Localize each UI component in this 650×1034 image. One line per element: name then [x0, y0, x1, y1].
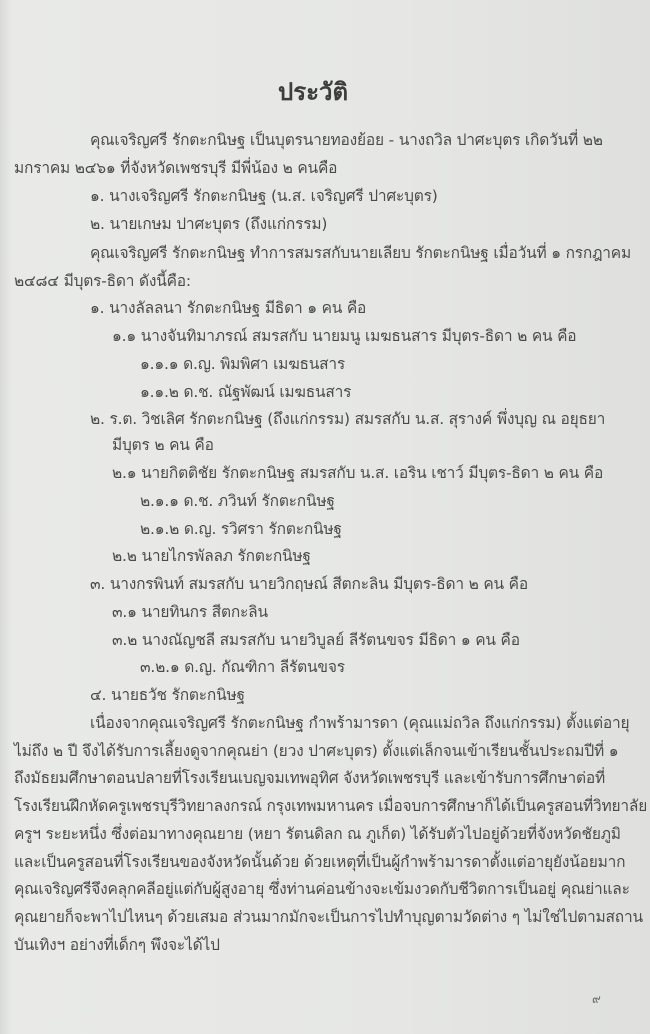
text-line: ถึงมัธยมศึกษาตอนปลายที่โรงเรียนเบญจมเทพอุทิศ จังหวัดเพชรบุรี และเข้ารับการศึกษาต่อที่: [14, 769, 605, 788]
text-line: ครูฯ ระยะหนึ่ง ซึ่งต่อมาทางคุณยาย (หยา รัตนดิลก ณ ภูเก็ต) ได้รับตัวไปอยู่ด้วยที่จังหวัดชัยภูมิ: [14, 824, 621, 843]
text-line: ไม่ถึง ๒ ปี จึงได้รับการเลี้ยงดูจากคุณย่า (ยวง ปาศะบุตร) ตั้งแต่เล็กจนเข้าเรียนชั้นประถมปีที่ ๑: [14, 741, 619, 760]
text-line: โรงเรียนฝึกหัดครูเพชรบุรีวิทยาลงกรณ์ กรุงเทพมหานคร เมื่อจบการศึกษาก็ได้เป็นครูสอนที่วิทยาลัย: [14, 797, 648, 816]
text-line: ๑.๑.๑ ด.ญ. พิมพิศา เมฆธนสาร: [140, 354, 346, 373]
text-line: มกราคม ๒๔๖๑ ที่จังหวัดเพชรบุรี มีพี่น้อง ๒ คนคือ: [14, 158, 338, 177]
text-line: และเป็นครูสอนที่โรงเรียนของจังหวัดนั้นด้วย ด้วยเหตุที่เป็นผู้กำพร้ามารดาตั้งแต่อายุยังน้อยมาก: [14, 852, 626, 871]
text-line: เนื่องจากคุณเจริญศรี รักตะกนิษฐ กำพร้ามารดา (คุณแม่ถวิล ถึงแก่กรรม) ตั้งแต่อายุ: [90, 713, 630, 732]
text-line: ๔. นายธวัช รักตะกนิษฐ: [90, 686, 245, 705]
text-line: ๓.๒ นางณัญชลี สมรสกับ นายวิบูลย์ ลีรัตนขจร มีธิดา ๑ คน คือ: [112, 630, 520, 649]
text-line: ๓.๒.๑ ด.ญ. กัณฑิกา ลีรัตนขจร: [140, 658, 345, 677]
text-line: คุณเจริญศรีจึงคลุกคลีอยู่แต่กับผู้สูงอายุ ซึ่งท่านค่อนข้างจะเข้มงวดกับชีวิตการเป็นอยู่ คุณย่าและ: [14, 880, 630, 899]
page-title: ประวัติ: [277, 78, 349, 106]
text-line: คุณเจริญศรี รักตะกนิษฐ ทำการสมรสกับนายเลียบ รักตะกนิษฐ เมื่อวันที่ ๑ กรกฎาคม: [90, 243, 631, 262]
text-line: ๒๔๘๔ มีบุตร-ธิดา ดังนี้คือ:: [14, 271, 191, 290]
text-line: ๒. ร.ต. วิชเลิศ รักตะกนิษฐ (ถึงแก่กรรม) สมรสกับ น.ส. สุรางค์ พึ่งบุญ ณ อยุธยา: [90, 409, 606, 428]
text-line: มีบุตร ๒ คน คือ: [112, 436, 214, 455]
text-line: ๒.๑.๒ ด.ญ. รวิศรา รักตะกนิษฐ: [140, 519, 342, 538]
text-line: คุณยายก็จะพาไปไหนๆ ด้วยเสมอ ส่วนมากมักจะเป็นการไปทำบุญตามวัดต่าง ๆ ไม่ใช่ไปตามสถาน: [14, 908, 643, 927]
page-number: ๙: [592, 992, 601, 1006]
text-line: ๒.๑ นายกิตติชัย รักตะกนิษฐ สมรสกับ น.ส. เอริน เชาว์ มีบุตร-ธิดา ๒ คน คือ: [112, 464, 604, 483]
text-line: คุณเจริญศรี รักตะกนิษฐ เป็นบุตรนายทองย้อย - นางถวิล ปาศะบุตร เกิดวันที่ ๒๒: [90, 131, 603, 149]
text-line: ๒.๑.๑ ด.ช. ภวินท์ รักตะกนิษฐ: [140, 491, 335, 510]
text-line: ๒.๒ นายไกรพัลลภ รักตะกนิษฐ: [112, 547, 311, 566]
text-line: ๑.๑ นางจันทิมาภรณ์ สมรสกับ นายมนู เมฆธนสาร มีบุตร-ธิดา ๒ คน คือ: [112, 327, 577, 346]
text-line: ๓.๑ นายทินกร สีตกะลิน: [112, 602, 268, 621]
text-line: ๑. นางเจริญศรี รักตะกนิษฐ (น.ส. เจริญศรี ปาศะบุตร): [90, 186, 438, 205]
text-line: ๑.๑.๒ ด.ช. ณัฐพัฒน์ เมฆธนสาร: [140, 382, 352, 401]
text-line: บันเทิงฯ อย่างที่เด็กๆ พึงจะได้ไป: [14, 936, 220, 954]
text-line: ๑. นางลัลลนา รักตะกนิษฐ มีธิดา ๑ คน คือ: [90, 299, 367, 318]
text-line: ๓. นางกรพินท์ สมรสกับ นายวิกฤษณ์ สีตกะลิน มีบุตร-ธิดา ๒ คน คือ: [90, 575, 528, 594]
text-line: ๒. นายเกษม ปาศะบุตร (ถึงแก่กรรม): [90, 215, 328, 234]
